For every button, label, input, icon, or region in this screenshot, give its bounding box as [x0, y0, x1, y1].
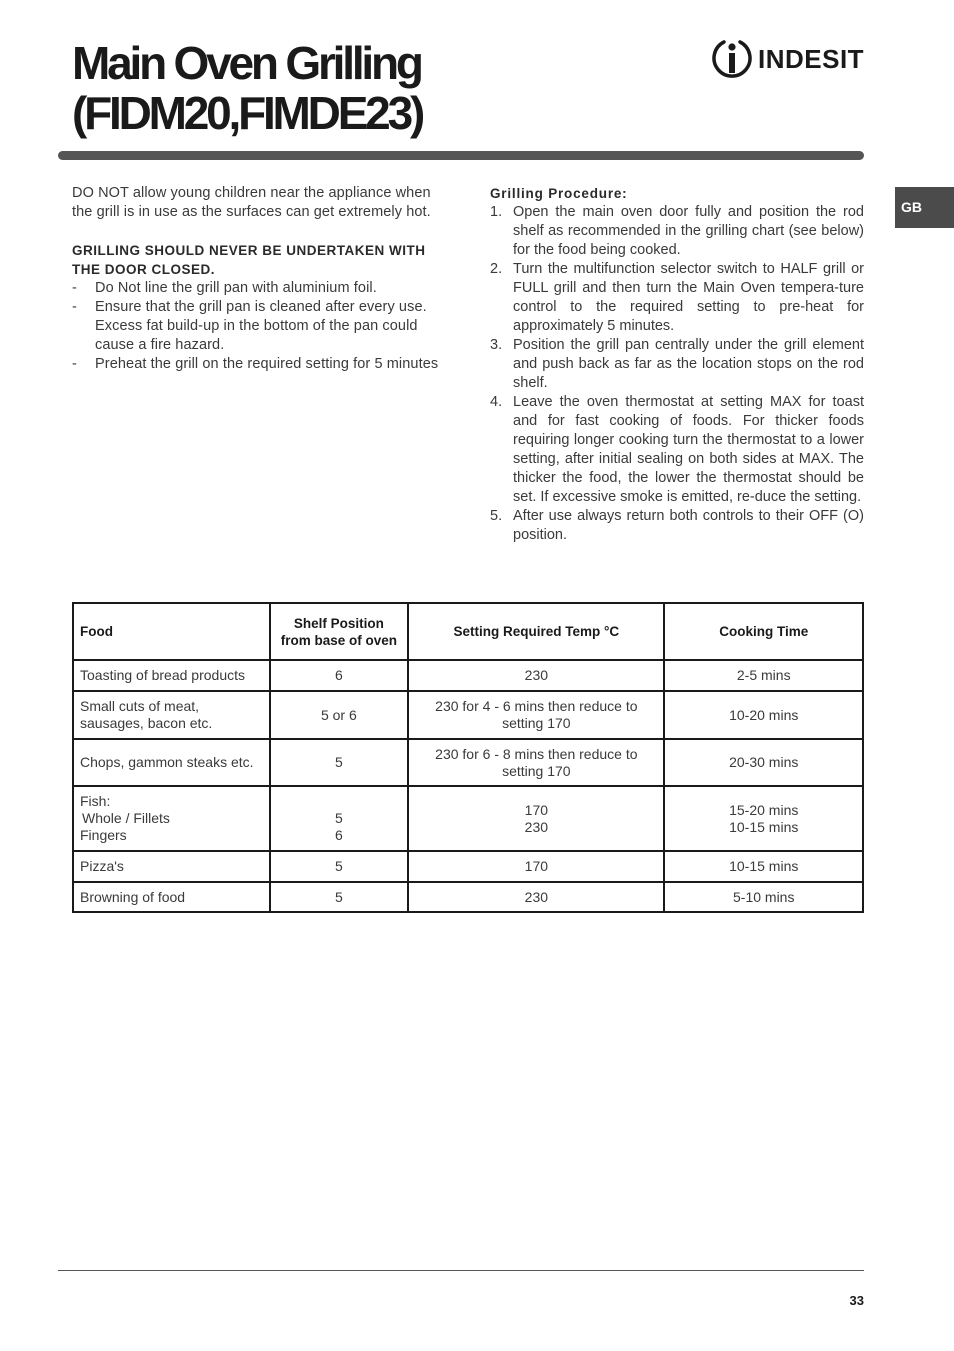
- brand-name: INDESIT: [758, 43, 865, 74]
- procedure-steps: [490, 203, 864, 545]
- page-title-line-2: (FIDM20,FIMDE23): [72, 87, 423, 139]
- list-item: 2. Turn the multifunction selector switch to HALF grill or FULL grill and then turn the Main Oven tempera-ture control to the required setting to pre-heat for approximately 5 minutes.: [490, 261, 864, 334]
- list-item: - Do Not line the grill pan with aluminium foil.: [72, 280, 377, 296]
- page-title-line-1: Main Oven Grilling: [72, 37, 421, 89]
- list-item: - Preheat the grill on the required setting for 5 minutes: [72, 356, 439, 372]
- page-title: [72, 38, 422, 138]
- table-row: Pizza's 5 170 10-15 mins: [73, 851, 863, 882]
- list-item: - Ensure that the grill pan is cleaned after every use. Excess fat build-up in the bottom of the pan could cause a fire hazard.: [72, 299, 427, 353]
- procedure-heading: Grilling Procedure:: [490, 186, 628, 201]
- procedure-section: [490, 184, 864, 545]
- header-divider: [58, 151, 864, 160]
- table-header-row: [73, 603, 863, 660]
- list-item: 4. Leave the oven thermostat at setting MAX for toast and for fast cooking of foods. For thicker foods requiring longer cooking turn the thermostat to a lower setting, after initial sealing on both sides at MAX. The thicker the food, the lower the thermostat should be set. If excessive smoke is emitted, re-duce the setting.: [490, 394, 864, 505]
- list-item: 1. Open the main oven door fully and position the rod shelf as recommended in the grilling chart (see below) for the food being cooked.: [490, 204, 864, 258]
- safety-section: [72, 184, 446, 374]
- header-time: Cooking Time: [664, 603, 863, 660]
- list-item: 5. After use always return both controls to their OFF (O) position.: [490, 508, 864, 543]
- header-food: Food: [73, 603, 270, 660]
- table-row: Chops, gammon steaks etc. 5 230 for 6 - 8 mins then reduce to setting 170 20-30 mins: [73, 739, 863, 786]
- page-number: 33: [849, 1293, 864, 1308]
- header-shelf: Shelf Position from base of oven: [270, 603, 409, 660]
- header-setting: Setting Required Temp °C: [408, 603, 664, 660]
- intro-text: DO NOT allow young children near the appliance when the grill is in use as the surfaces can get extremely hot.: [72, 185, 431, 220]
- brand-logo: [712, 38, 864, 80]
- warning-heading: GRILLING SHOULD NEVER BE UNDERTAKEN WITH THE DOOR CLOSED.: [72, 243, 426, 277]
- table-row: Browning of food 5 230 5-10 mins: [73, 882, 863, 912]
- grilling-chart: [72, 602, 864, 913]
- table-row: Toasting of bread products 6 230 2-5 mins: [73, 660, 863, 691]
- table-row: Fish: Whole / Fillets Fingers 5 6 170 230 15-20 mins 10-15 mins: [73, 786, 863, 851]
- table-row: Small cuts of meat, sausages, bacon etc. 5 or 6 230 for 4 - 6 mins then reduce to setting 170 10-20 mins: [73, 691, 863, 739]
- indesit-i-logo-icon: [712, 38, 752, 80]
- safety-list: [72, 279, 446, 374]
- language-tab: GB: [895, 187, 954, 228]
- list-item: 3. Position the grill pan centrally under the grill element and push back as far as the location stops on the rod shelf.: [490, 337, 864, 391]
- footer-divider: [58, 1270, 864, 1271]
